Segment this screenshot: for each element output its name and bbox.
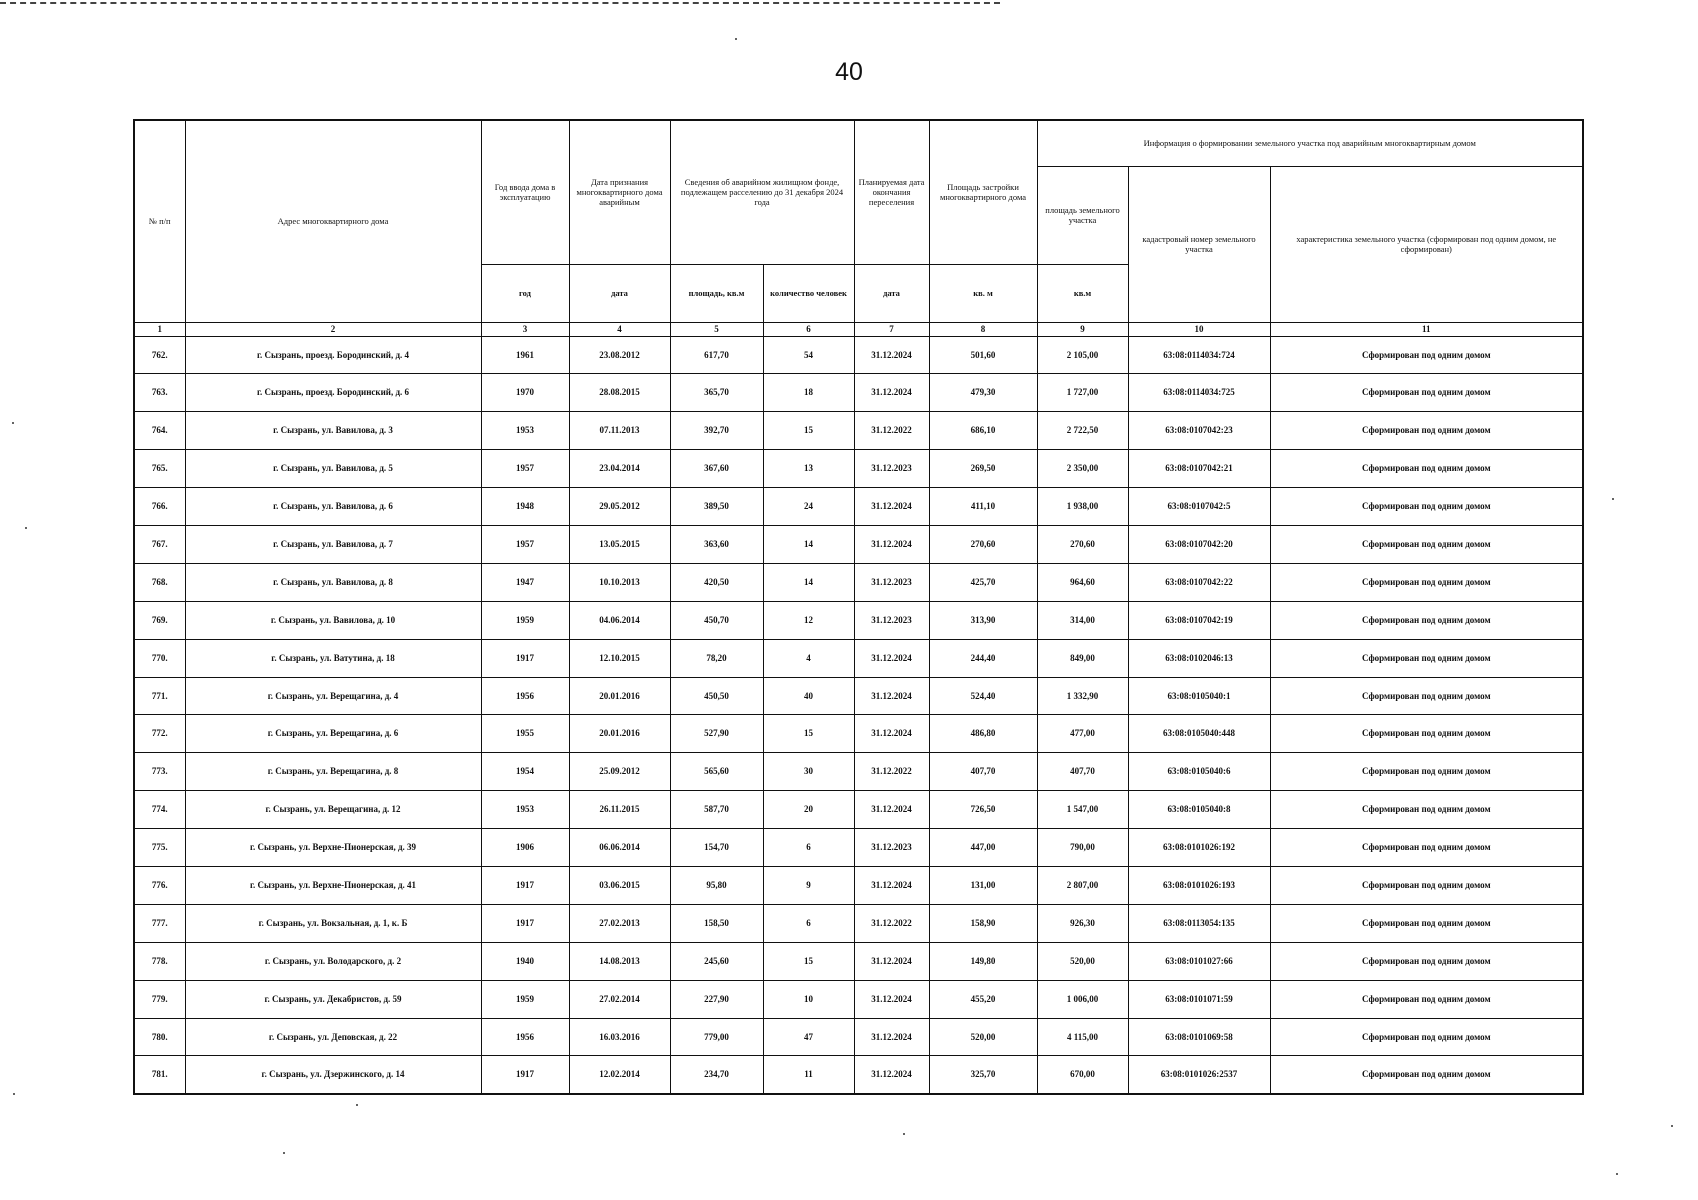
recognition-date-cell: 20.01.2016 (569, 677, 670, 715)
column-number: 5 (670, 322, 763, 336)
table-row (134, 450, 1583, 488)
row-number: 780. (134, 1018, 185, 1056)
column-number: 8 (929, 322, 1037, 336)
row-number: 776. (134, 866, 185, 904)
cadastral-number-cell: 63:08:0101026:2537 (1128, 1056, 1270, 1094)
land-area-cell: 4 115,00 (1037, 1018, 1128, 1056)
table-row (134, 525, 1583, 563)
unit-built-sqm: кв. м (929, 264, 1037, 322)
planned-date-cell: 31.12.2024 (854, 374, 929, 412)
address-cell: г. Сызрань, проезд. Бородинский, д. 6 (185, 374, 481, 412)
address-cell: г. Сызрань, ул. Вавилова, д. 6 (185, 488, 481, 526)
address-cell: г. Сызрань, ул. Вавилова, д. 5 (185, 450, 481, 488)
area-cell: 367,60 (670, 450, 763, 488)
people-cell: 15 (763, 942, 854, 980)
land-characteristic-cell: Сформирован под одним домом (1270, 753, 1583, 791)
address-cell: г. Сызрань, ул. Вавилова, д. 3 (185, 412, 481, 450)
land-area-cell: 477,00 (1037, 715, 1128, 753)
people-cell: 24 (763, 488, 854, 526)
area-cell: 95,80 (670, 866, 763, 904)
address-cell: г. Сызрань, проезд. Бородинский, д. 4 (185, 336, 481, 374)
people-cell: 6 (763, 829, 854, 867)
address-cell: г. Сызрань, ул. Володарского, д. 2 (185, 942, 481, 980)
cadastral-number-cell: 63:08:0105040:6 (1128, 753, 1270, 791)
cadastral-number-cell: 63:08:0107042:19 (1128, 601, 1270, 639)
planned-date-cell: 31.12.2023 (854, 601, 929, 639)
built-area-cell: 149,80 (929, 942, 1037, 980)
area-cell: 365,70 (670, 374, 763, 412)
recognition-date-cell: 27.02.2013 (569, 904, 670, 942)
cadastral-number-cell: 63:08:0101071:59 (1128, 980, 1270, 1018)
built-area-cell: 520,00 (929, 1018, 1037, 1056)
cadastral-number-cell: 63:08:0107042:22 (1128, 563, 1270, 601)
row-number: 779. (134, 980, 185, 1018)
table-row (134, 980, 1583, 1018)
area-cell: 389,50 (670, 488, 763, 526)
built-area-cell: 479,30 (929, 374, 1037, 412)
people-cell: 14 (763, 563, 854, 601)
people-cell: 9 (763, 866, 854, 904)
table-body (134, 336, 1583, 1094)
land-characteristic-cell: Сформирован под одним домом (1270, 866, 1583, 904)
header-planned-date: Планируемая дата окончания переселения (854, 120, 929, 264)
column-number-row (134, 322, 1583, 336)
row-number: 765. (134, 450, 185, 488)
planned-date-cell: 31.12.2023 (854, 450, 929, 488)
cadastral-number-cell: 63:08:0102046:13 (1128, 639, 1270, 677)
land-characteristic-cell: Сформирован под одним домом (1270, 1056, 1583, 1094)
area-cell: 154,70 (670, 829, 763, 867)
recognition-date-cell: 10.10.2013 (569, 563, 670, 601)
built-area-cell: 686,10 (929, 412, 1037, 450)
people-cell: 47 (763, 1018, 854, 1056)
table-row (134, 677, 1583, 715)
row-number: 764. (134, 412, 185, 450)
row-number: 770. (134, 639, 185, 677)
scan-speck (1616, 1173, 1618, 1175)
emergency-housing-table (133, 119, 1584, 1095)
year-cell: 1957 (481, 525, 569, 563)
row-number: 763. (134, 374, 185, 412)
year-cell: 1961 (481, 336, 569, 374)
built-area-cell: 447,00 (929, 829, 1037, 867)
planned-date-cell: 31.12.2024 (854, 525, 929, 563)
built-area-cell: 313,90 (929, 601, 1037, 639)
land-area-cell: 926,30 (1037, 904, 1128, 942)
people-cell: 4 (763, 639, 854, 677)
built-area-cell: 726,50 (929, 791, 1037, 829)
land-characteristic-cell: Сформирован под одним домом (1270, 450, 1583, 488)
land-area-cell: 520,00 (1037, 942, 1128, 980)
land-characteristic-cell: Сформирован под одним домом (1270, 1018, 1583, 1056)
land-characteristic-cell: Сформирован под одним домом (1270, 639, 1583, 677)
built-area-cell: 407,70 (929, 753, 1037, 791)
area-cell: 420,50 (670, 563, 763, 601)
cadastral-number-cell: 63:08:0101027:66 (1128, 942, 1270, 980)
unit-people: количество человек (763, 264, 854, 322)
table-row (134, 374, 1583, 412)
area-cell: 234,70 (670, 1056, 763, 1094)
planned-date-cell: 31.12.2024 (854, 791, 929, 829)
built-area-cell: 325,70 (929, 1056, 1037, 1094)
cadastral-number-cell: 63:08:0107042:20 (1128, 525, 1270, 563)
land-characteristic-cell: Сформирован под одним домом (1270, 563, 1583, 601)
land-characteristic-cell: Сформирован под одним домом (1270, 336, 1583, 374)
header-emergency-fund: Сведения об аварийном жилищном фонде, подлежащем расселению до 31 декабря 2024 года (670, 120, 854, 264)
year-cell: 1917 (481, 1056, 569, 1094)
scan-speck (13, 1093, 15, 1095)
land-characteristic-cell: Сформирован под одним домом (1270, 715, 1583, 753)
cadastral-number-cell: 63:08:0105040:1 (1128, 677, 1270, 715)
planned-date-cell: 31.12.2024 (854, 677, 929, 715)
land-area-cell: 670,00 (1037, 1056, 1128, 1094)
cadastral-number-cell: 63:08:0101069:58 (1128, 1018, 1270, 1056)
table-row (134, 942, 1583, 980)
land-characteristic-cell: Сформирован под одним домом (1270, 374, 1583, 412)
built-area-cell: 455,20 (929, 980, 1037, 1018)
cadastral-number-cell: 63:08:0105040:448 (1128, 715, 1270, 753)
page-number: 40 (835, 58, 863, 86)
planned-date-cell: 31.12.2022 (854, 412, 929, 450)
planned-date-cell: 31.12.2024 (854, 866, 929, 904)
row-number: 769. (134, 601, 185, 639)
recognition-date-cell: 03.06.2015 (569, 866, 670, 904)
planned-date-cell: 31.12.2024 (854, 1056, 929, 1094)
year-cell: 1953 (481, 412, 569, 450)
recognition-date-cell: 29.05.2012 (569, 488, 670, 526)
built-area-cell: 486,80 (929, 715, 1037, 753)
cadastral-number-cell: 63:08:0114034:724 (1128, 336, 1270, 374)
built-area-cell: 131,00 (929, 866, 1037, 904)
planned-date-cell: 31.12.2024 (854, 942, 929, 980)
land-area-cell: 2 350,00 (1037, 450, 1128, 488)
people-cell: 30 (763, 753, 854, 791)
area-cell: 363,60 (670, 525, 763, 563)
land-area-cell: 2 105,00 (1037, 336, 1128, 374)
area-cell: 158,50 (670, 904, 763, 942)
year-cell: 1953 (481, 791, 569, 829)
area-cell: 227,90 (670, 980, 763, 1018)
header-recognition-date: Дата признания многоквартирного дома аварийным (569, 120, 670, 264)
row-number: 773. (134, 753, 185, 791)
table-row (134, 866, 1583, 904)
recognition-date-cell: 04.06.2014 (569, 601, 670, 639)
land-area-cell: 1 006,00 (1037, 980, 1128, 1018)
row-number: 781. (134, 1056, 185, 1094)
table-header (134, 120, 1583, 336)
unit-land-sqm: кв.м (1037, 264, 1128, 322)
people-cell: 11 (763, 1056, 854, 1094)
land-characteristic-cell: Сформирован под одним домом (1270, 980, 1583, 1018)
table-row (134, 639, 1583, 677)
address-cell: г. Сызрань, ул. Верещагина, д. 4 (185, 677, 481, 715)
people-cell: 15 (763, 412, 854, 450)
header-built-area: Площадь застройки многоквартирного дома (929, 120, 1037, 264)
address-cell: г. Сызрань, ул. Дзержинского, д. 14 (185, 1056, 481, 1094)
address-cell: г. Сызрань, ул. Верещагина, д. 6 (185, 715, 481, 753)
header-land-area: площадь земельного участка (1037, 166, 1128, 264)
year-cell: 1947 (481, 563, 569, 601)
table-row (134, 336, 1583, 374)
recognition-date-cell: 14.08.2013 (569, 942, 670, 980)
year-cell: 1957 (481, 450, 569, 488)
built-area-cell: 524,40 (929, 677, 1037, 715)
land-area-cell: 270,60 (1037, 525, 1128, 563)
column-number: 3 (481, 322, 569, 336)
year-cell: 1917 (481, 866, 569, 904)
table-row (134, 563, 1583, 601)
column-number: 4 (569, 322, 670, 336)
area-cell: 392,70 (670, 412, 763, 450)
cadastral-number-cell: 63:08:0107042:5 (1128, 488, 1270, 526)
people-cell: 15 (763, 715, 854, 753)
header-num: № п/п (134, 120, 185, 322)
table-row (134, 791, 1583, 829)
planned-date-cell: 31.12.2023 (854, 563, 929, 601)
recognition-date-cell: 13.05.2015 (569, 525, 670, 563)
cadastral-number-cell: 63:08:0101026:193 (1128, 866, 1270, 904)
table-row (134, 1056, 1583, 1094)
land-characteristic-cell: Сформирован под одним домом (1270, 829, 1583, 867)
table-row (134, 601, 1583, 639)
recognition-date-cell: 16.03.2016 (569, 1018, 670, 1056)
planned-date-cell: 31.12.2022 (854, 753, 929, 791)
year-cell: 1954 (481, 753, 569, 791)
scan-artifact-line (0, 2, 1000, 4)
planned-date-cell: 31.12.2024 (854, 336, 929, 374)
people-cell: 20 (763, 791, 854, 829)
row-number: 766. (134, 488, 185, 526)
planned-date-cell: 31.12.2023 (854, 829, 929, 867)
area-cell: 587,70 (670, 791, 763, 829)
people-cell: 6 (763, 904, 854, 942)
column-number: 11 (1270, 322, 1583, 336)
column-number: 1 (134, 322, 185, 336)
people-cell: 10 (763, 980, 854, 1018)
planned-date-cell: 31.12.2022 (854, 904, 929, 942)
people-cell: 14 (763, 525, 854, 563)
row-number: 774. (134, 791, 185, 829)
land-area-cell: 964,60 (1037, 563, 1128, 601)
land-area-cell: 1 547,00 (1037, 791, 1128, 829)
table-row (134, 904, 1583, 942)
land-characteristic-cell: Сформирован под одним домом (1270, 488, 1583, 526)
built-area-cell: 411,10 (929, 488, 1037, 526)
recognition-date-cell: 12.02.2014 (569, 1056, 670, 1094)
recognition-date-cell: 23.04.2014 (569, 450, 670, 488)
cadastral-number-cell: 63:08:0107042:21 (1128, 450, 1270, 488)
row-number: 775. (134, 829, 185, 867)
built-area-cell: 425,70 (929, 563, 1037, 601)
cadastral-number-cell: 63:08:0101026:192 (1128, 829, 1270, 867)
planned-date-cell: 31.12.2024 (854, 639, 929, 677)
header-land-info: Информация о формировании земельного участка под аварийным многоквартирным домом (1037, 120, 1583, 166)
year-cell: 1955 (481, 715, 569, 753)
area-cell: 245,60 (670, 942, 763, 980)
address-cell: г. Сызрань, ул. Деповская, д. 22 (185, 1018, 481, 1056)
area-cell: 450,70 (670, 601, 763, 639)
scan-speck (1612, 498, 1614, 500)
table-row (134, 488, 1583, 526)
recognition-date-cell: 20.01.2016 (569, 715, 670, 753)
column-number: 6 (763, 322, 854, 336)
built-area-cell: 270,60 (929, 525, 1037, 563)
recognition-date-cell: 27.02.2014 (569, 980, 670, 1018)
area-cell: 617,70 (670, 336, 763, 374)
area-cell: 565,60 (670, 753, 763, 791)
year-cell: 1948 (481, 488, 569, 526)
column-number: 2 (185, 322, 481, 336)
land-area-cell: 407,70 (1037, 753, 1128, 791)
land-area-cell: 849,00 (1037, 639, 1128, 677)
land-characteristic-cell: Сформирован под одним домом (1270, 904, 1583, 942)
land-area-cell: 2 807,00 (1037, 866, 1128, 904)
built-area-cell: 269,50 (929, 450, 1037, 488)
year-cell: 1917 (481, 904, 569, 942)
scan-speck (903, 1133, 905, 1135)
row-number: 762. (134, 336, 185, 374)
scan-speck (25, 527, 27, 529)
land-area-cell: 1 332,90 (1037, 677, 1128, 715)
table-row (134, 829, 1583, 867)
table-row (134, 1018, 1583, 1056)
scan-speck (1671, 1125, 1673, 1127)
recognition-date-cell: 12.10.2015 (569, 639, 670, 677)
unit-date: дата (569, 264, 670, 322)
year-cell: 1970 (481, 374, 569, 412)
header-land-char: характеристика земельного участка (сформирован под одним домом, не сформирован) (1270, 166, 1583, 322)
area-cell: 450,50 (670, 677, 763, 715)
planned-date-cell: 31.12.2024 (854, 980, 929, 1018)
people-cell: 12 (763, 601, 854, 639)
cadastral-number-cell: 63:08:0105040:8 (1128, 791, 1270, 829)
year-cell: 1959 (481, 980, 569, 1018)
address-cell: г. Сызрань, ул. Декабристов, д. 59 (185, 980, 481, 1018)
address-cell: г. Сызрань, ул. Вавилова, д. 8 (185, 563, 481, 601)
people-cell: 18 (763, 374, 854, 412)
cadastral-number-cell: 63:08:0114034:725 (1128, 374, 1270, 412)
land-characteristic-cell: Сформирован под одним домом (1270, 677, 1583, 715)
land-area-cell: 790,00 (1037, 829, 1128, 867)
row-number: 778. (134, 942, 185, 980)
table-row (134, 715, 1583, 753)
address-cell: г. Сызрань, ул. Вокзальная, д. 1, к. Б (185, 904, 481, 942)
column-number: 7 (854, 322, 929, 336)
row-number: 768. (134, 563, 185, 601)
unit-plan-date: дата (854, 264, 929, 322)
planned-date-cell: 31.12.2024 (854, 1018, 929, 1056)
row-number: 767. (134, 525, 185, 563)
cadastral-number-cell: 63:08:0107042:23 (1128, 412, 1270, 450)
column-number: 9 (1037, 322, 1128, 336)
row-number: 771. (134, 677, 185, 715)
recognition-date-cell: 07.11.2013 (569, 412, 670, 450)
people-cell: 54 (763, 336, 854, 374)
year-cell: 1906 (481, 829, 569, 867)
built-area-cell: 244,40 (929, 639, 1037, 677)
land-area-cell: 1 727,00 (1037, 374, 1128, 412)
built-area-cell: 158,90 (929, 904, 1037, 942)
year-cell: 1940 (481, 942, 569, 980)
scan-speck (12, 422, 14, 424)
recognition-date-cell: 06.06.2014 (569, 829, 670, 867)
table-row (134, 412, 1583, 450)
people-cell: 40 (763, 677, 854, 715)
address-cell: г. Сызрань, ул. Верхне-Пионерская, д. 39 (185, 829, 481, 867)
area-cell: 78,20 (670, 639, 763, 677)
scan-speck (735, 38, 737, 40)
column-number: 10 (1128, 322, 1270, 336)
cadastral-number-cell: 63:08:0113054:135 (1128, 904, 1270, 942)
land-area-cell: 2 722,50 (1037, 412, 1128, 450)
recognition-date-cell: 28.08.2015 (569, 374, 670, 412)
area-cell: 527,90 (670, 715, 763, 753)
planned-date-cell: 31.12.2024 (854, 715, 929, 753)
address-cell: г. Сызрань, ул. Вавилова, д. 7 (185, 525, 481, 563)
recognition-date-cell: 25.09.2012 (569, 753, 670, 791)
year-cell: 1956 (481, 677, 569, 715)
address-cell: г. Сызрань, ул. Ватутина, д. 18 (185, 639, 481, 677)
table-row (134, 753, 1583, 791)
land-characteristic-cell: Сформирован под одним домом (1270, 525, 1583, 563)
address-cell: г. Сызрань, ул. Вавилова, д. 10 (185, 601, 481, 639)
land-characteristic-cell: Сформирован под одним домом (1270, 412, 1583, 450)
header-cadastral: кадастровый номер земельного участка (1128, 166, 1270, 322)
header-address: Адрес многоквартирного дома (185, 120, 481, 322)
land-area-cell: 314,00 (1037, 601, 1128, 639)
land-characteristic-cell: Сформирован под одним домом (1270, 942, 1583, 980)
row-number: 777. (134, 904, 185, 942)
recognition-date-cell: 26.11.2015 (569, 791, 670, 829)
land-area-cell: 1 938,00 (1037, 488, 1128, 526)
unit-year: год (481, 264, 569, 322)
unit-area: площадь, кв.м (670, 264, 763, 322)
area-cell: 779,00 (670, 1018, 763, 1056)
recognition-date-cell: 23.08.2012 (569, 336, 670, 374)
header-year: Год ввода дома в эксплуатацию (481, 120, 569, 264)
built-area-cell: 501,60 (929, 336, 1037, 374)
address-cell: г. Сызрань, ул. Верещагина, д. 8 (185, 753, 481, 791)
planned-date-cell: 31.12.2024 (854, 488, 929, 526)
row-number: 772. (134, 715, 185, 753)
land-characteristic-cell: Сформирован под одним домом (1270, 791, 1583, 829)
scan-speck (283, 1152, 285, 1154)
year-cell: 1917 (481, 639, 569, 677)
year-cell: 1959 (481, 601, 569, 639)
address-cell: г. Сызрань, ул. Верхне-Пионерская, д. 41 (185, 866, 481, 904)
people-cell: 13 (763, 450, 854, 488)
address-cell: г. Сызрань, ул. Верещагина, д. 12 (185, 791, 481, 829)
year-cell: 1956 (481, 1018, 569, 1056)
scan-speck (356, 1104, 358, 1106)
land-characteristic-cell: Сформирован под одним домом (1270, 601, 1583, 639)
